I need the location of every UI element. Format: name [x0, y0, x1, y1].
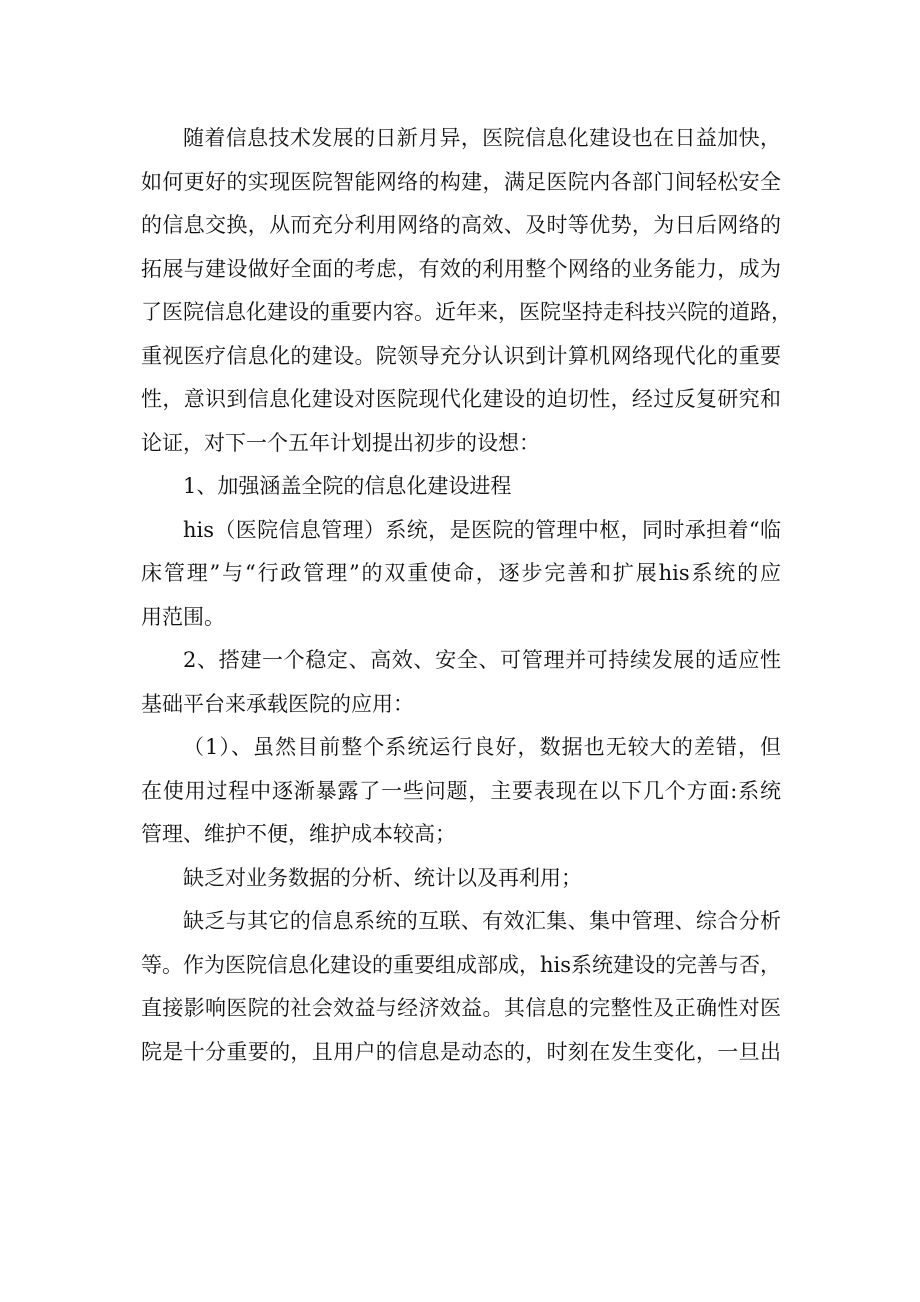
- text-line: 如何更好的实现医院智能网络的构建，满足医院内各部门间轻松安全: [141, 169, 781, 194]
- section-heading-1: [141, 465, 781, 509]
- text-line: 院是十分重要的，且用户的信息是动态的，时刻在发生变化，一旦出: [141, 1039, 781, 1064]
- text-line: 性，意识到信息化建设对医院现代化建设的迫切性，经过反复研究和: [141, 387, 781, 411]
- text-line: 用范围。: [141, 604, 225, 629]
- paragraph-lack-analysis: [141, 857, 781, 901]
- text-line: his（医院信息管理）系统，是医院的管理中枢，同时承担着“临: [183, 517, 781, 542]
- text-line: 缺乏对业务数据的分析、统计以及再利用；: [183, 865, 582, 890]
- paragraph-his: [141, 509, 781, 640]
- text-line: 拓展与建设做好全面的考虑，有效的利用整个网络的业务能力，成为: [141, 256, 781, 281]
- text-line: 等。作为医院信息化建设的重要组成部成，his系统建设的完善与否，: [141, 952, 782, 977]
- list-item-1: [141, 726, 781, 857]
- text-line: 床管理”与“行政管理”的双重使命，逐步完善和扩展his系统的应: [141, 561, 781, 585]
- text-line: （1）、虽然目前整个系统运行良好，数据也无较大的差错，但: [183, 735, 781, 759]
- text-line: 1、加强涵盖全院的信息化建设进程: [183, 474, 512, 498]
- paragraph-intro: [141, 117, 792, 465]
- text-line: 2、搭建一个稳定、高效、安全、可管理并可持续发展的适应性: [183, 648, 781, 672]
- text-line: 基础平台来承载医院的应用：: [141, 691, 414, 716]
- text-line: 直接影响医院的社会效益与经济效益。其信息的完整性及正确性对医: [141, 996, 781, 1020]
- text-line: 管理、维护不便，维护成本较高；: [141, 822, 456, 846]
- text-line: 论证，对下一个五年计划提出初步的设想：: [141, 430, 540, 455]
- text-line: 缺乏与其它的信息系统的互联、有效汇集、集中管理、综合分析: [183, 909, 781, 933]
- text-line: 随着信息技术发展的日新月异，医院信息化建设也在日益加快，: [183, 126, 781, 150]
- text-line: 的信息交换，从而充分利用网络的高效、及时等优势，为日后网络的: [141, 213, 781, 237]
- text-line: 了医院信息化建设的重要内容。近年来，医院坚持走科技兴院的道路，: [141, 300, 792, 324]
- paragraph-lack-interconnect: [141, 900, 781, 1074]
- text-line: 重视医疗信息化的建设。院领导充分认识到计算机网络现代化的重要: [141, 343, 781, 368]
- text-line: 在使用过程中逐渐暴露了一些问题，主要表现在以下几个方面:系统: [141, 778, 781, 803]
- document-body: [141, 117, 792, 1074]
- section-heading-2: [141, 639, 781, 726]
